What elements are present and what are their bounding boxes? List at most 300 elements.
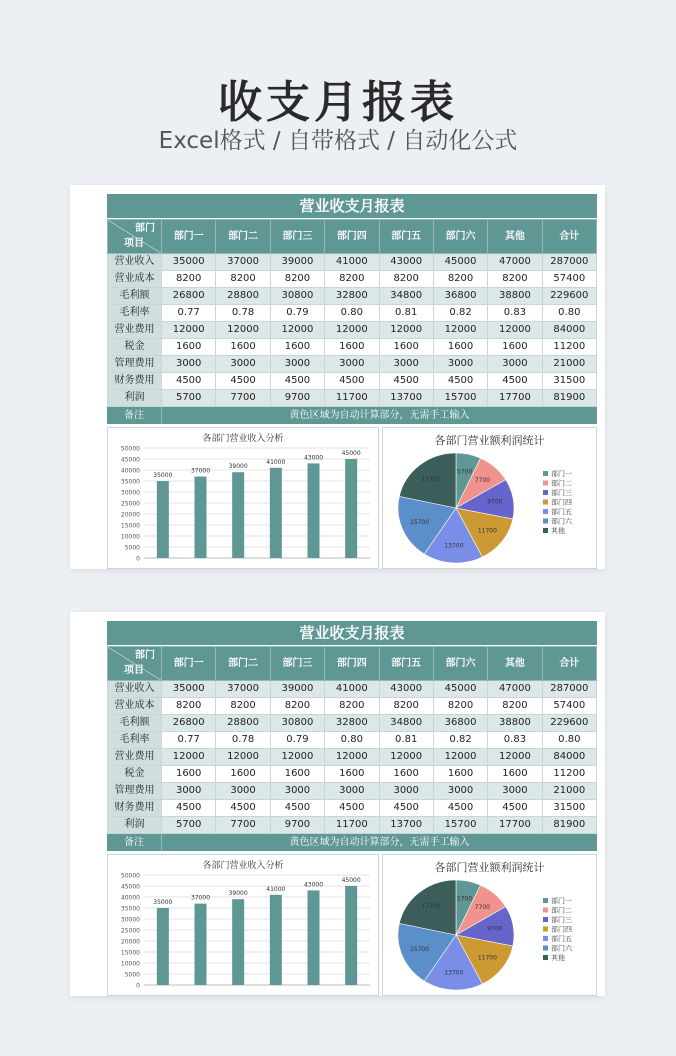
table-cell[interactable]: 11200 [542, 339, 596, 356]
table-cell[interactable]: 36800 [433, 715, 487, 732]
row-label: 毛利额 [108, 715, 162, 732]
table-cell[interactable]: 0.83 [488, 732, 542, 749]
table-cell[interactable]: 5700 [162, 390, 216, 407]
column-header: 其他 [488, 647, 542, 681]
note-text: 黄色区域为自动计算部分，无需手工输入 [289, 410, 470, 421]
table-cell[interactable]: 3000 [216, 356, 270, 373]
pie-value-label: 15700 [409, 519, 430, 527]
table-cell[interactable]: 4500 [325, 373, 379, 390]
corner-dept-label: 部门 [135, 223, 155, 234]
table-cell[interactable]: 12000 [270, 322, 324, 339]
table-cell[interactable]: 26800 [162, 288, 216, 305]
legend-swatch [543, 898, 548, 903]
table-cell[interactable]: 287000 [542, 254, 596, 271]
bar-chart-svg [108, 428, 378, 568]
table-cell[interactable]: 1600 [325, 766, 379, 783]
row-label: 营业费用 [108, 749, 162, 766]
pie-value-label: 15700 [409, 946, 430, 954]
table-row [108, 390, 597, 407]
table-cell[interactable]: 13700 [379, 817, 433, 834]
table-cell[interactable]: 31500 [542, 800, 596, 817]
table-cell[interactable]: 31500 [542, 373, 596, 390]
table-cell[interactable]: 8200 [433, 271, 487, 288]
table-cell[interactable]: 0.79 [270, 305, 324, 322]
y-tick-label: 10000 [120, 533, 140, 541]
table-cell[interactable]: 8200 [325, 698, 379, 715]
pie-value-label: 9700 [487, 925, 503, 933]
table-cell[interactable]: 12000 [488, 749, 542, 766]
column-header: 部门五 [379, 647, 433, 681]
table-cell[interactable]: 12000 [325, 749, 379, 766]
row-label: 管理费用 [108, 783, 162, 800]
table-cell[interactable]: 229600 [542, 288, 596, 305]
table-cell[interactable]: 8200 [216, 271, 270, 288]
table-cell[interactable]: 28800 [216, 715, 270, 732]
table-row [108, 305, 597, 322]
bar [345, 459, 357, 558]
bar-value-label: 43000 [303, 454, 324, 462]
row-label: 利润 [108, 817, 162, 834]
y-tick-label: 20000 [120, 938, 140, 946]
table-cell[interactable]: 4500 [270, 800, 324, 817]
legend-label: 其他 [551, 527, 565, 535]
legend-swatch [543, 481, 548, 486]
table-cell[interactable]: 84000 [542, 749, 596, 766]
corner-item-label: 项目 [124, 665, 144, 676]
table-cell[interactable]: 4500 [270, 373, 324, 390]
corner-item-label: 项目 [124, 238, 144, 249]
y-tick-label: 35000 [120, 905, 140, 913]
legend-swatch [543, 908, 548, 913]
table-cell[interactable]: 13700 [379, 390, 433, 407]
bar [345, 886, 357, 985]
table-cell[interactable]: 3000 [433, 356, 487, 373]
column-header: 部门四 [325, 220, 379, 254]
table-cell[interactable]: 3000 [270, 783, 324, 800]
row-label: 毛利额 [108, 288, 162, 305]
y-tick-label: 0 [136, 555, 140, 563]
table-cell[interactable]: 35000 [162, 254, 216, 271]
bar [270, 895, 282, 985]
note-label: 备注 [107, 407, 162, 424]
row-label: 税金 [108, 766, 162, 783]
table-cell[interactable]: 47000 [488, 681, 542, 698]
table-cell[interactable]: 0.82 [433, 732, 487, 749]
table-cell[interactable]: 1600 [488, 766, 542, 783]
row-label: 毛利率 [108, 305, 162, 322]
row-label: 税金 [108, 339, 162, 356]
table-cell[interactable]: 11200 [542, 766, 596, 783]
table-cell[interactable]: 17700 [488, 390, 542, 407]
pie-value-label: 5700 [456, 468, 473, 476]
table-cell[interactable]: 8200 [379, 271, 433, 288]
pie-value-label: 7700 [474, 904, 491, 912]
table-cell[interactable]: 0.83 [488, 305, 542, 322]
table-cell[interactable]: 8200 [162, 698, 216, 715]
table-row [108, 681, 597, 698]
table-cell[interactable]: 3000 [379, 783, 433, 800]
table-cell[interactable]: 32800 [325, 288, 379, 305]
corner-dept-label: 部门 [135, 650, 155, 661]
bar-chart [107, 854, 379, 996]
table-cell[interactable]: 0.78 [216, 732, 270, 749]
table-cell[interactable]: 3000 [162, 356, 216, 373]
table-cell[interactable]: 1600 [325, 339, 379, 356]
table-cell[interactable]: 0.81 [379, 305, 433, 322]
row-label: 营业成本 [108, 271, 162, 288]
bar-value-label: 39000 [228, 890, 248, 898]
table-cell[interactable]: 0.80 [542, 732, 596, 749]
table-cell[interactable]: 36800 [433, 288, 487, 305]
table-cell[interactable]: 0.80 [325, 305, 379, 322]
table-cell[interactable]: 39000 [270, 254, 324, 271]
table-cell[interactable]: 8200 [488, 271, 542, 288]
table-cell[interactable]: 3000 [433, 783, 487, 800]
bar-value-label: 45000 [341, 877, 361, 884]
table-cell[interactable]: 12000 [216, 322, 270, 339]
y-tick-label: 25000 [120, 927, 140, 935]
table-cell[interactable]: 57400 [542, 271, 596, 288]
table-cell[interactable]: 45000 [433, 254, 487, 271]
pie-chart [382, 854, 597, 996]
corner-header [108, 647, 162, 681]
table-cell[interactable]: 7700 [216, 817, 270, 834]
table-cell[interactable]: 1600 [270, 339, 324, 356]
table-cell[interactable]: 4500 [433, 373, 487, 390]
note-text: 黄色区域为自动计算部分，无需手工输入 [289, 837, 470, 848]
report-title: 营业收支月报表 [107, 621, 597, 646]
table-cell[interactable]: 0.82 [433, 305, 487, 322]
bar-chart-svg [108, 855, 378, 995]
table-cell[interactable]: 12000 [216, 749, 270, 766]
bar [232, 899, 244, 985]
column-header: 其他 [488, 220, 542, 254]
table-cell[interactable]: 12000 [162, 322, 216, 339]
bar-value-label: 39000 [228, 463, 248, 471]
table-cell[interactable]: 15700 [433, 817, 487, 834]
pie-value-label: 11700 [477, 954, 497, 962]
table-row [108, 783, 597, 800]
table-cell[interactable]: 84000 [542, 322, 596, 339]
legend-swatch [543, 471, 548, 476]
bar-value-label: 43000 [303, 881, 324, 889]
table-cell[interactable]: 4500 [162, 800, 216, 817]
table-cell[interactable]: 47000 [488, 254, 542, 271]
legend-swatch [543, 528, 548, 533]
pie-value-label: 13700 [444, 542, 464, 550]
charts-area [107, 427, 597, 569]
table-cell[interactable]: 1600 [433, 766, 487, 783]
column-header: 部门五 [379, 220, 433, 254]
table-cell[interactable]: 11700 [325, 817, 379, 834]
table-cell[interactable]: 7700 [216, 390, 270, 407]
legend-label: 部门一 [551, 470, 572, 478]
table-cell[interactable]: 3000 [216, 783, 270, 800]
column-header: 部门三 [270, 220, 324, 254]
bar-value-label: 37000 [190, 467, 211, 475]
column-header: 部门四 [325, 647, 379, 681]
column-header: 部门一 [162, 220, 216, 254]
y-tick-label: 30000 [120, 489, 140, 497]
table-cell[interactable]: 35000 [162, 681, 216, 698]
table-cell[interactable]: 4500 [216, 373, 270, 390]
row-label: 营业费用 [108, 322, 162, 339]
table-cell[interactable]: 43000 [379, 254, 433, 271]
table-cell[interactable]: 57400 [542, 698, 596, 715]
table-cell[interactable]: 0.78 [216, 305, 270, 322]
table-cell[interactable]: 8200 [162, 271, 216, 288]
table-cell[interactable]: 12000 [325, 322, 379, 339]
table-cell[interactable]: 21000 [542, 356, 596, 373]
legend-label: 部门五 [551, 508, 572, 516]
bar-value-label: 41000 [266, 885, 286, 893]
legend-label: 部门二 [551, 906, 572, 915]
legend-label: 部门二 [551, 479, 572, 488]
legend-swatch [543, 519, 548, 524]
table-cell[interactable]: 8200 [270, 271, 324, 288]
y-tick-label: 5000 [124, 971, 140, 979]
corner-header [108, 220, 162, 254]
report-card-2 [70, 612, 605, 996]
table-cell[interactable]: 28800 [216, 288, 270, 305]
bar [308, 890, 320, 985]
table-row [108, 800, 597, 817]
report-sheet [107, 621, 597, 851]
table-row [108, 698, 597, 715]
table-cell[interactable]: 34800 [379, 288, 433, 305]
table-cell[interactable]: 4500 [488, 800, 542, 817]
charts-area [107, 854, 597, 996]
table-cell[interactable]: 3000 [325, 783, 379, 800]
pie-chart-svg [383, 428, 596, 568]
table-cell[interactable]: 17700 [488, 817, 542, 834]
report-title: 营业收支月报表 [107, 194, 597, 219]
bar [195, 904, 207, 985]
report-table [107, 219, 597, 407]
note-label: 备注 [107, 834, 162, 851]
bar-chart [107, 427, 379, 569]
table-cell[interactable]: 15700 [433, 390, 487, 407]
table-cell[interactable]: 1600 [379, 339, 433, 356]
pie-value-label: 11700 [477, 527, 497, 535]
table-cell[interactable]: 12000 [162, 749, 216, 766]
hero-subtitle: Excel格式 / 自带格式 / 自动化公式 [158, 128, 518, 154]
pie-value-label: 13700 [444, 969, 464, 977]
pie-chart [382, 427, 597, 569]
legend-swatch [543, 955, 548, 960]
table-cell[interactable]: 39000 [270, 681, 324, 698]
pie-value-label: 17700 [421, 475, 441, 483]
table-cell[interactable]: 4500 [216, 800, 270, 817]
table-cell[interactable]: 38800 [488, 288, 542, 305]
pie-value-label: 17700 [421, 902, 441, 910]
table-cell[interactable]: 8200 [379, 698, 433, 715]
legend-label: 部门五 [551, 935, 572, 943]
note-row [107, 407, 597, 424]
table-cell[interactable]: 30800 [270, 715, 324, 732]
table-cell[interactable]: 0.79 [270, 732, 324, 749]
y-tick-label: 20000 [120, 511, 140, 519]
table-cell[interactable]: 4500 [162, 373, 216, 390]
table-cell[interactable]: 43000 [379, 681, 433, 698]
table-row [108, 715, 597, 732]
table-row [108, 732, 597, 749]
table-cell[interactable]: 8200 [488, 698, 542, 715]
y-tick-label: 45000 [120, 456, 140, 464]
table-cell[interactable]: 41000 [325, 681, 379, 698]
table-cell[interactable]: 3000 [488, 783, 542, 800]
table-cell[interactable]: 3000 [379, 356, 433, 373]
pie-chart-svg [383, 855, 596, 995]
bar-value-label: 37000 [190, 894, 211, 902]
table-cell[interactable]: 1600 [216, 766, 270, 783]
row-label: 财务费用 [108, 800, 162, 817]
table-cell[interactable]: 3000 [488, 356, 542, 373]
table-cell[interactable]: 12000 [433, 322, 487, 339]
column-header: 部门二 [216, 220, 270, 254]
table-row [108, 288, 597, 305]
table-cell[interactable]: 4500 [379, 373, 433, 390]
table-row [108, 271, 597, 288]
pie-chart-title: 各部门营业额利润统计 [434, 861, 545, 874]
table-row [108, 322, 597, 339]
table-cell[interactable]: 0.80 [325, 732, 379, 749]
table-cell[interactable]: 8200 [216, 698, 270, 715]
table-cell[interactable]: 1600 [162, 339, 216, 356]
table-cell[interactable]: 5700 [162, 817, 216, 834]
row-label: 毛利率 [108, 732, 162, 749]
table-cell[interactable]: 30800 [270, 288, 324, 305]
y-tick-label: 25000 [120, 500, 140, 508]
table-cell[interactable]: 34800 [379, 715, 433, 732]
table-cell[interactable]: 12000 [270, 749, 324, 766]
bar-value-label: 35000 [153, 472, 173, 479]
y-tick-label: 10000 [120, 960, 140, 968]
y-tick-label: 15000 [120, 949, 140, 957]
table-cell[interactable]: 3000 [162, 783, 216, 800]
y-tick-label: 50000 [120, 445, 140, 453]
table-cell[interactable]: 8200 [433, 698, 487, 715]
legend-label: 部门四 [551, 498, 572, 507]
legend-swatch [543, 927, 548, 932]
pie-value-label: 9700 [487, 498, 503, 506]
legend-label: 部门三 [551, 916, 572, 924]
pie-value-label: 5700 [456, 895, 473, 903]
table-row [108, 373, 597, 390]
table-cell[interactable]: 8200 [325, 271, 379, 288]
column-header: 部门六 [433, 220, 487, 254]
table-cell[interactable]: 8200 [270, 698, 324, 715]
table-cell[interactable]: 1600 [162, 766, 216, 783]
report-table [107, 646, 597, 834]
legend-label: 其他 [551, 954, 565, 962]
row-label: 财务费用 [108, 373, 162, 390]
table-cell[interactable]: 287000 [542, 681, 596, 698]
table-row [108, 766, 597, 783]
table-cell[interactable]: 38800 [488, 715, 542, 732]
column-header: 部门二 [216, 647, 270, 681]
bar [232, 472, 244, 558]
row-label: 管理费用 [108, 356, 162, 373]
y-tick-label: 45000 [120, 883, 140, 891]
table-cell[interactable]: 12000 [379, 749, 433, 766]
legend-label: 部门六 [551, 517, 572, 526]
table-cell[interactable]: 21000 [542, 783, 596, 800]
table-cell[interactable]: 4500 [433, 800, 487, 817]
pie-chart-title: 各部门营业额利润统计 [434, 434, 545, 447]
table-row [108, 749, 597, 766]
table-cell[interactable]: 26800 [162, 715, 216, 732]
y-tick-label: 40000 [120, 894, 140, 902]
table-cell[interactable]: 81900 [542, 817, 596, 834]
table-cell[interactable]: 1600 [433, 339, 487, 356]
y-tick-label: 50000 [120, 872, 140, 880]
table-cell[interactable]: 37000 [216, 681, 270, 698]
y-tick-label: 15000 [120, 522, 140, 530]
legend-swatch [543, 509, 548, 514]
row-label: 营业成本 [108, 698, 162, 715]
table-cell[interactable]: 0.77 [162, 732, 216, 749]
hero-title: 收支月报表 [218, 77, 458, 128]
table-row [108, 254, 597, 271]
table-cell[interactable]: 81900 [542, 390, 596, 407]
legend-label: 部门六 [551, 944, 572, 953]
table-cell[interactable]: 229600 [542, 715, 596, 732]
table-cell[interactable]: 41000 [325, 254, 379, 271]
pie-value-label: 7700 [474, 477, 491, 485]
table-cell[interactable]: 4500 [379, 800, 433, 817]
table-cell[interactable]: 37000 [216, 254, 270, 271]
table-cell[interactable]: 1600 [379, 766, 433, 783]
table-cell[interactable]: 0.81 [379, 732, 433, 749]
table-cell[interactable]: 3000 [270, 356, 324, 373]
table-cell[interactable]: 32800 [325, 715, 379, 732]
table-cell[interactable]: 45000 [433, 681, 487, 698]
y-tick-label: 40000 [120, 467, 140, 475]
legend-label: 部门三 [551, 489, 572, 497]
table-cell[interactable]: 3000 [325, 356, 379, 373]
legend-label: 部门四 [551, 925, 572, 934]
table-cell[interactable]: 1600 [216, 339, 270, 356]
legend-swatch [543, 946, 548, 951]
legend-swatch [543, 500, 548, 505]
table-cell[interactable]: 12000 [433, 749, 487, 766]
table-row [108, 356, 597, 373]
table-cell[interactable]: 4500 [325, 800, 379, 817]
column-header: 部门三 [270, 647, 324, 681]
legend-swatch [543, 936, 548, 941]
table-row [108, 817, 597, 834]
bar-value-label: 45000 [341, 450, 361, 457]
table-cell[interactable]: 1600 [270, 766, 324, 783]
table-cell[interactable]: 12000 [488, 322, 542, 339]
table-cell[interactable]: 4500 [488, 373, 542, 390]
table-cell[interactable]: 9700 [270, 817, 324, 834]
table-cell[interactable]: 1600 [488, 339, 542, 356]
table-cell[interactable]: 9700 [270, 390, 324, 407]
column-header: 部门一 [162, 647, 216, 681]
table-cell[interactable]: 12000 [379, 322, 433, 339]
table-cell[interactable]: 11700 [325, 390, 379, 407]
table-cell[interactable]: 0.80 [542, 305, 596, 322]
column-header: 合计 [542, 647, 596, 681]
table-cell[interactable]: 0.77 [162, 305, 216, 322]
bar-value-label: 41000 [266, 458, 286, 466]
bar [270, 468, 282, 558]
y-tick-label: 35000 [120, 478, 140, 486]
note-row [107, 834, 597, 851]
bar [157, 481, 169, 558]
